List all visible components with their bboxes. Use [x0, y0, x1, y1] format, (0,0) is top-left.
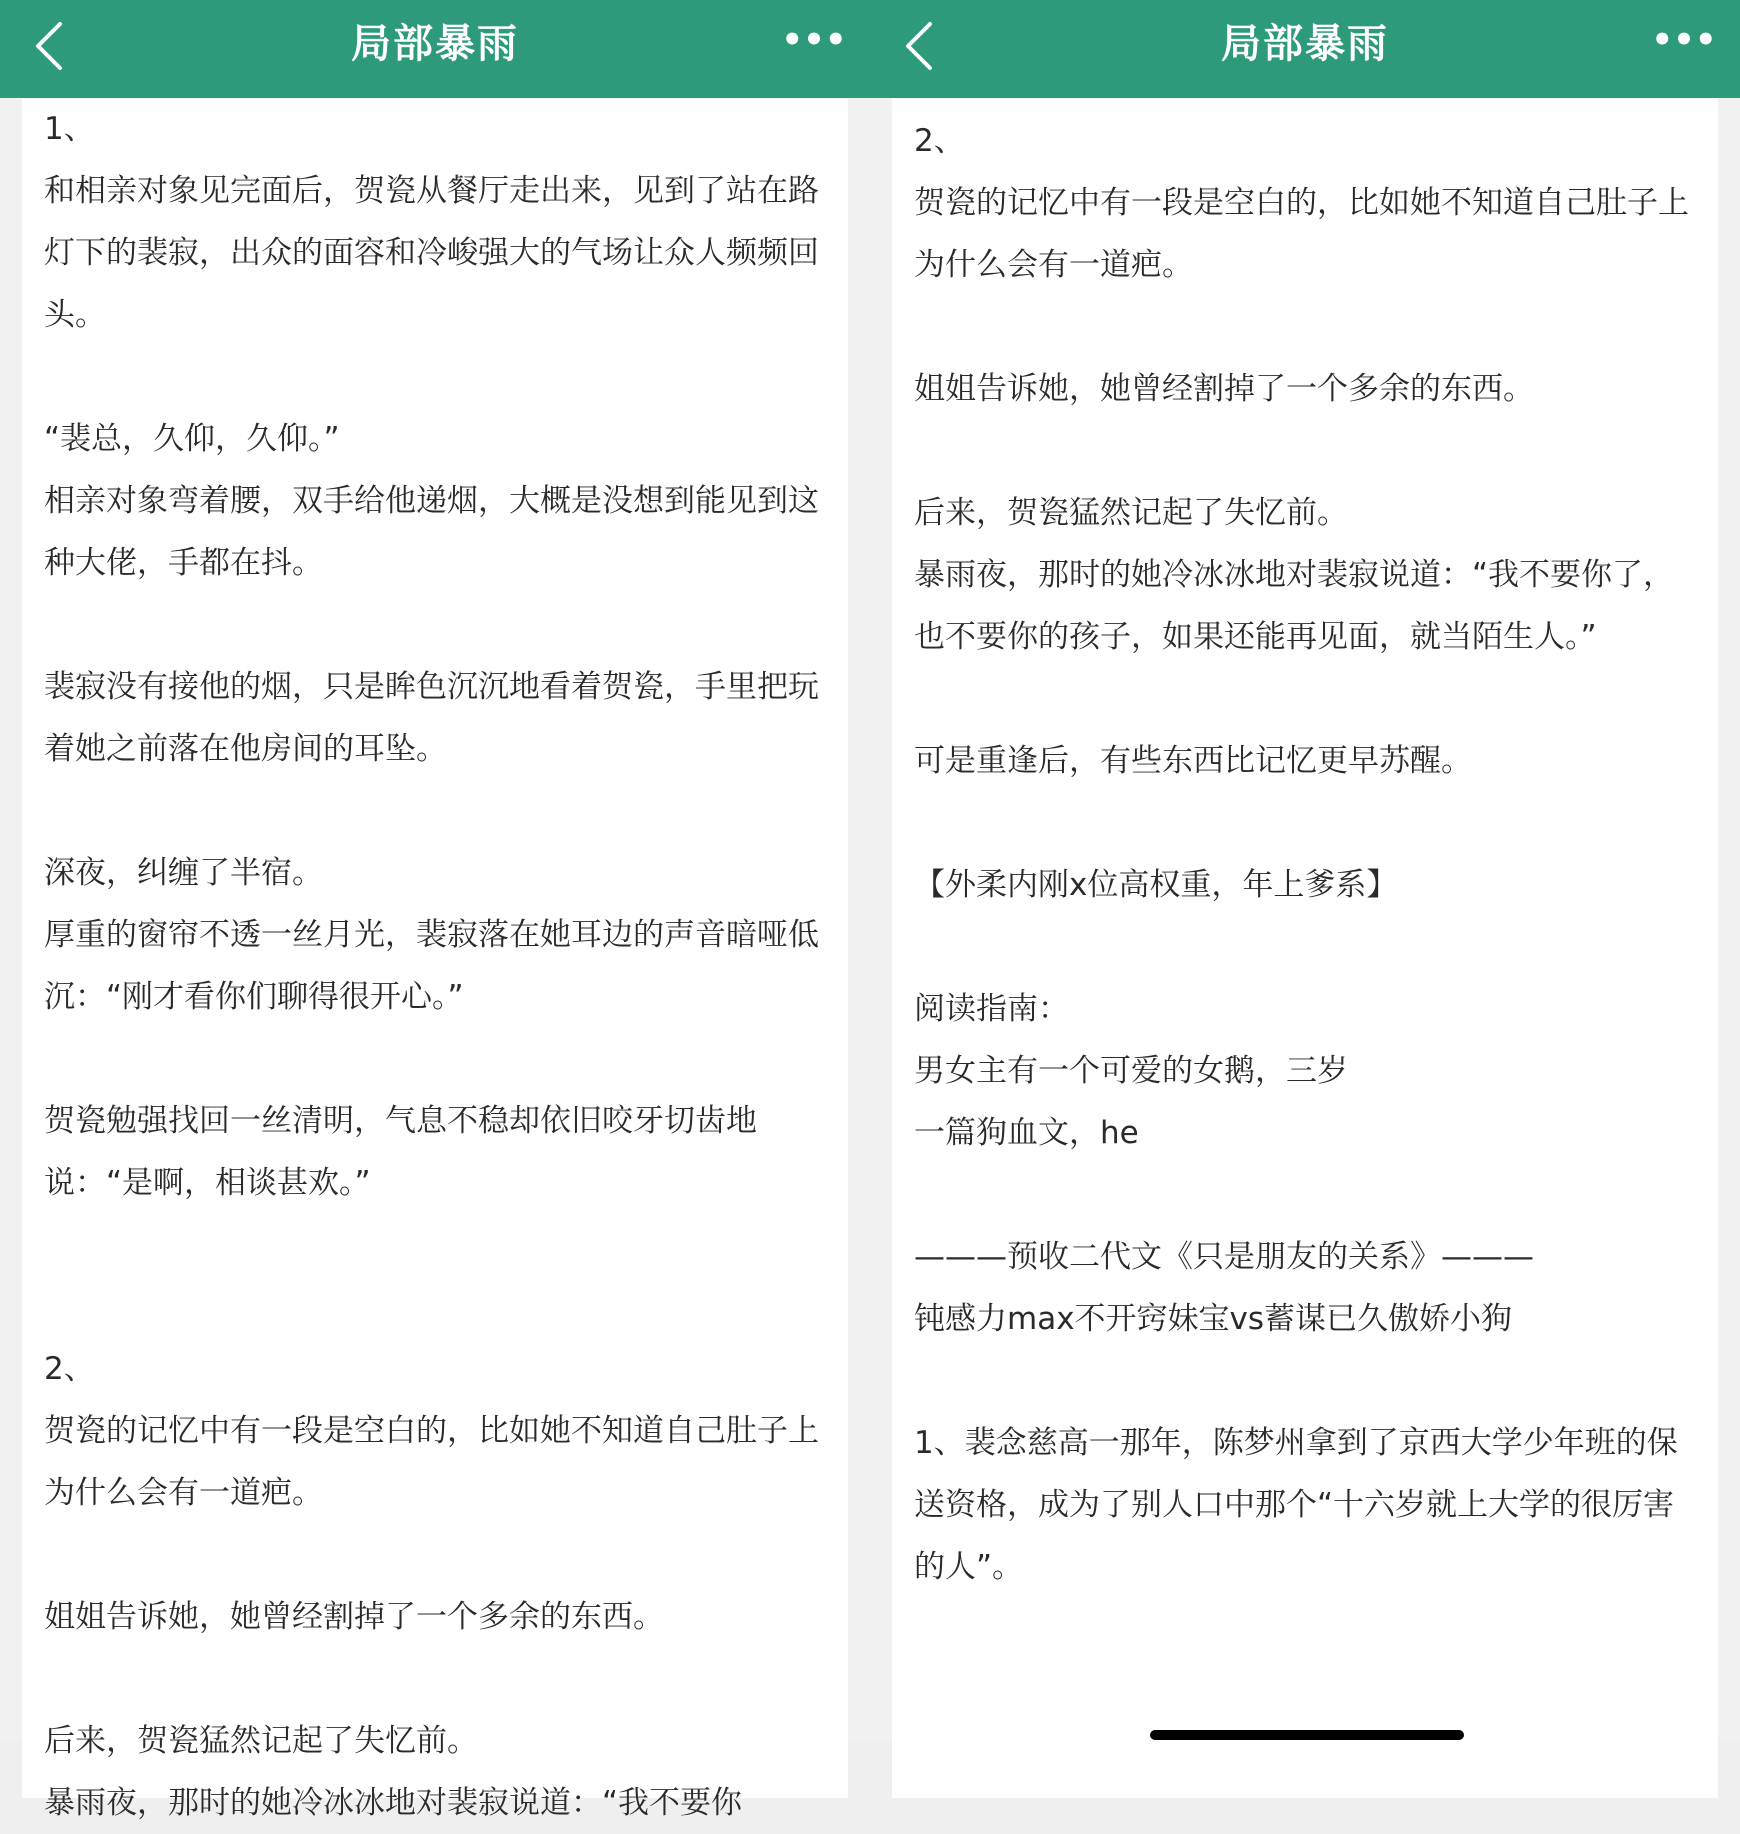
text-paragraph: 裴寂没有接他的烟，只是眸色沉沉地看着贺瓷，手里把玩着她之前落在他房间的耳坠。	[44, 669, 819, 767]
text-paragraph: 后来，贺瓷猛然记起了失忆前。	[914, 495, 1348, 531]
home-indicator[interactable]	[1150, 1730, 1464, 1740]
left-screen	[0, 0, 870, 1821]
top-nav-bar	[0, 0, 870, 98]
right-screen	[870, 0, 1740, 1740]
text-paragraph: 一篇狗血文，he	[914, 1115, 1139, 1151]
text-paragraph: “裴总，久仰，久仰。”	[44, 421, 340, 457]
text-paragraph: 阅读指南：	[914, 991, 1069, 1027]
text-paragraph: 1、	[44, 111, 95, 147]
page-title: 局部暴雨	[351, 21, 519, 67]
top-nav-bar	[870, 0, 1740, 98]
text-paragraph: 2、	[914, 123, 965, 159]
reading-page	[22, 98, 848, 1821]
text-paragraph: 钝感力max不开窍妹宝vs蓄谋已久傲娇小狗	[914, 1301, 1513, 1337]
text-paragraph: 【外柔内刚x位高权重，年上爹系】	[914, 867, 1398, 903]
text-paragraph	[914, 1350, 1696, 1412]
page-title: 局部暴雨	[1221, 21, 1389, 67]
text-paragraph	[44, 346, 826, 408]
text-paragraph: 1、裴念慈高一那年，陈梦州拿到了京西大学少年班的保送资格，成为了别人口中那个“十六岁就上大学的很厉害的人”。	[914, 1425, 1678, 1585]
text-paragraph: 2、	[44, 1351, 95, 1387]
more-icon[interactable]: •••	[781, 20, 847, 60]
text-paragraph: 贺瓷勉强找回一丝清明，气息不稳却依旧咬牙切齿地说：“是啊，相谈甚欢。”	[44, 1103, 757, 1201]
text-paragraph	[44, 1524, 826, 1586]
text-paragraph: 姐姐告诉她，她曾经割掉了一个多余的东西。	[914, 371, 1534, 407]
text-paragraph	[914, 420, 1696, 482]
text-paragraph	[44, 780, 826, 842]
text-paragraph	[914, 296, 1696, 358]
book-text	[892, 98, 1718, 1598]
more-icon[interactable]: •••	[1651, 20, 1717, 60]
text-paragraph: 深夜，纠缠了半宿。	[44, 855, 323, 891]
text-paragraph: 相亲对象弯着腰，双手给他递烟，大概是没想到能见到这种大佬，手都在抖。	[44, 483, 819, 581]
book-text	[22, 98, 848, 1834]
text-paragraph: 可是重逢后，有些东西比记忆更早苏醒。	[914, 743, 1472, 779]
text-paragraph	[44, 1028, 826, 1090]
text-paragraph: 暴雨夜，那时的她冷冰冰地对裴寂说道：“我不要你	[44, 1785, 743, 1821]
text-paragraph	[44, 594, 826, 656]
text-paragraph: 男女主有一个可爱的女鹅，三岁	[914, 1053, 1348, 1089]
text-paragraph	[914, 916, 1696, 978]
text-paragraph: 暴雨夜，那时的她冷冰冰地对裴寂说道：“我不要你了，也不要你的孩子，如果还能再见面，就当陌生人。”	[914, 557, 1675, 655]
text-paragraph	[914, 792, 1696, 854]
text-paragraph: 厚重的窗帘不透一丝月光，裴寂落在她耳边的声音暗哑低沉：“刚才看你们聊得很开心。”	[44, 917, 819, 1015]
text-paragraph	[44, 1648, 826, 1710]
text-paragraph	[914, 668, 1696, 730]
text-paragraph	[44, 1214, 826, 1276]
text-paragraph: 姐姐告诉她，她曾经割掉了一个多余的东西。	[44, 1599, 664, 1635]
text-paragraph: 和相亲对象见完面后，贺瓷从餐厅走出来，见到了站在路灯下的裴寂，出众的面容和冷峻强大的气场让众人频频回头。	[44, 173, 819, 333]
reading-page	[892, 98, 1718, 1798]
text-paragraph	[914, 1164, 1696, 1226]
text-paragraph: 后来，贺瓷猛然记起了失忆前。	[44, 1723, 478, 1759]
text-paragraph: ———预收二代文《只是朋友的关系》———	[914, 1239, 1534, 1275]
text-paragraph: 贺瓷的记忆中有一段是空白的，比如她不知道自己肚子上为什么会有一道疤。	[44, 1413, 819, 1511]
text-paragraph: 贺瓷的记忆中有一段是空白的，比如她不知道自己肚子上为什么会有一道疤。	[914, 185, 1689, 283]
text-paragraph	[44, 1276, 826, 1338]
